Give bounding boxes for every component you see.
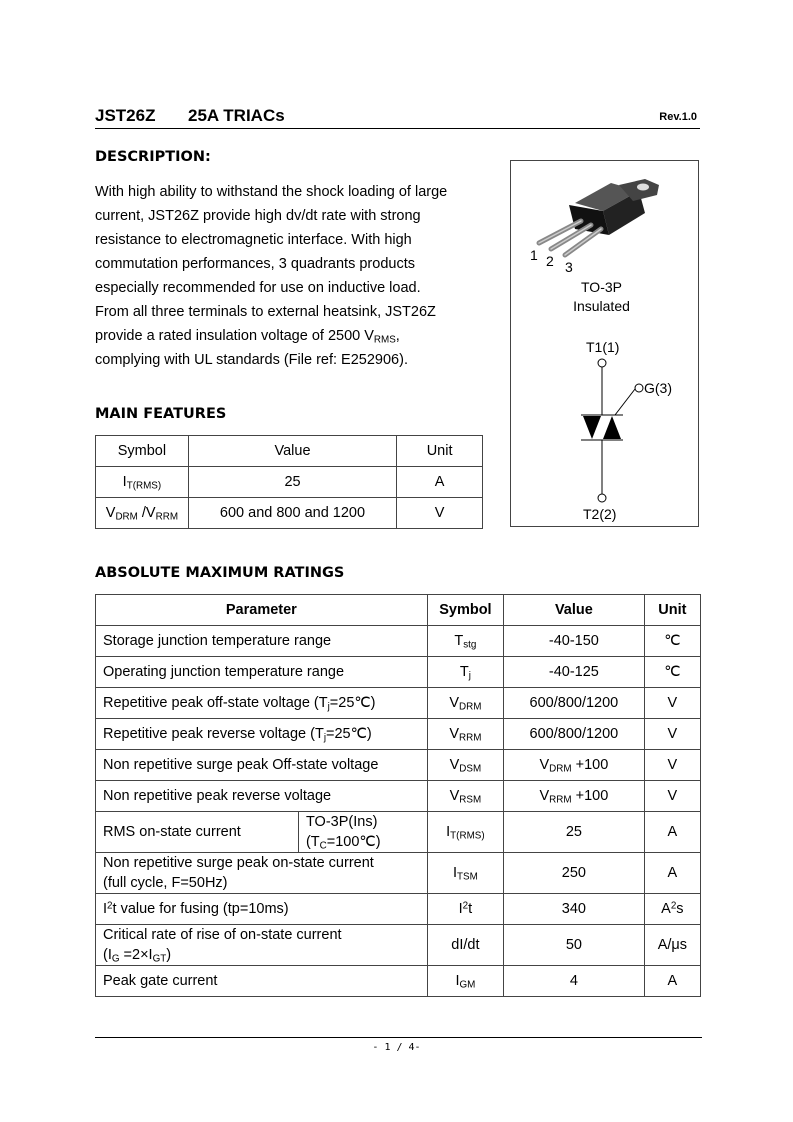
table-header-row (96, 595, 701, 626)
symbol-cell (427, 626, 503, 657)
sym-text: I (452, 865, 458, 881)
page-number: - 1 / 4- (372, 1042, 421, 1053)
param-text: Critical rate of rise of on-state current (103, 927, 342, 943)
desc-line: current, JST26Z provide high dv/dt rate with strong (95, 208, 421, 224)
parameter-cell: Non repetitive surge peak Off-state voltage (96, 750, 428, 781)
param-sub: j (323, 732, 327, 744)
value-cell (504, 781, 645, 812)
unit-cell: V (644, 781, 700, 812)
cond-sub: C (319, 840, 327, 852)
sym-sub: T(RMS) (126, 480, 162, 492)
table-row (96, 853, 701, 894)
header-cell: Unit (644, 595, 700, 626)
package-name: TO-3P (581, 279, 622, 295)
sym-text: V (449, 726, 460, 742)
parameter-cell: Storage junction temperature range (96, 626, 428, 657)
symbol-cell (96, 467, 189, 498)
table-row (96, 657, 701, 688)
param-text (103, 945, 427, 965)
param-text: Non repetitive surge peak on-state current (103, 855, 374, 871)
param-text: =25℃) (329, 695, 376, 711)
param-text: (I (103, 947, 112, 963)
param-text: ) (166, 947, 172, 963)
unit-cell: V (644, 719, 700, 750)
unit-cell: V (397, 498, 483, 529)
sym-text: V (449, 788, 460, 804)
table-row (96, 688, 701, 719)
unit-cell (644, 894, 700, 925)
symbol-cell (427, 750, 503, 781)
desc-line: complying with UL standards (File ref: E252906). (95, 352, 408, 368)
sym-text: V (449, 695, 460, 711)
sym-text: t (468, 901, 473, 917)
parameter-cell: RMS on-state current (96, 812, 299, 853)
header-cell: Value (504, 595, 645, 626)
sym-sub: RSM (459, 794, 482, 806)
sym-text: I (446, 824, 451, 840)
sym-text: V (105, 505, 116, 521)
symbol-cell (427, 688, 503, 719)
package-body (569, 179, 659, 235)
unit-cell: A (644, 812, 700, 853)
param-text: (full cycle, F=50Hz) (103, 875, 228, 891)
cond-text: =100℃) (326, 834, 381, 850)
value-cell: -40-125 (504, 657, 645, 688)
table-row (96, 719, 701, 750)
parameter-cell (96, 688, 428, 719)
desc-line (95, 324, 505, 348)
symbol-cell (427, 781, 503, 812)
triac-reverse-triangle (603, 416, 621, 439)
sym-text: I (122, 474, 127, 490)
desc-line: commutation performances, 3 quadrants products (95, 256, 415, 272)
unit-cell: V (644, 688, 700, 719)
parameter-cell (96, 719, 428, 750)
gate-terminal-label: G(3) (644, 380, 672, 396)
unit-cell: A (644, 966, 700, 997)
unit-sup: 2 (670, 900, 677, 912)
unit-cell: A/μs (644, 925, 700, 966)
value-cell: 340 (504, 894, 645, 925)
value-cell: 600/800/1200 (504, 688, 645, 719)
sym-sub: DRM (115, 511, 138, 523)
value-cell: 25 (504, 812, 645, 853)
value-cell: 250 (504, 853, 645, 894)
param-sub: G (111, 953, 120, 965)
footer-divider (95, 1037, 702, 1038)
package-diagram (510, 160, 699, 527)
unit-cell: ℃ (644, 626, 700, 657)
unit-text: A (661, 901, 671, 917)
t1-terminal-label: T1(1) (586, 339, 620, 355)
symbol-cell (427, 894, 503, 925)
part-number: JST26Z (95, 106, 156, 125)
description-text (95, 180, 505, 372)
sym-sub: DRM (459, 701, 482, 713)
sym-text: /V (137, 505, 156, 521)
unit-cell: V (644, 750, 700, 781)
symbol-cell (427, 966, 503, 997)
pin-label: 3 (565, 259, 573, 275)
value-text: +100 (571, 788, 609, 804)
header-cell: Symbol (427, 595, 503, 626)
symbol-cell (427, 657, 503, 688)
table-row (96, 781, 701, 812)
param-text: Repetitive peak reverse voltage (T (103, 726, 324, 742)
unit-cell: ℃ (644, 657, 700, 688)
param-sub: GT (152, 953, 167, 965)
unit-cell: A (397, 467, 483, 498)
symbol-cell (96, 498, 189, 529)
value-cell: -40-150 (504, 626, 645, 657)
condition-text (306, 832, 427, 852)
header-cell: Parameter (96, 595, 428, 626)
t2-terminal-label: T2(2) (583, 506, 617, 522)
doc-title: 25A TRIACs (188, 106, 285, 125)
sym-text: I (455, 973, 460, 989)
condition-text: TO-3P(Ins) (305, 814, 378, 830)
param-text: =25℃) (326, 726, 372, 742)
symbol-cell: dI/dt (427, 925, 503, 966)
value-cell: 50 (504, 925, 645, 966)
value-sub: RRM (549, 794, 572, 806)
value-cell (504, 750, 645, 781)
desc-sub: RMS (373, 334, 396, 346)
table-row (96, 626, 701, 657)
ratings-table (95, 594, 701, 997)
revision: Rev.1.0 (659, 111, 697, 123)
condition-cell (298, 812, 427, 853)
unit-cell: A (644, 853, 700, 894)
parameter-cell: Peak gate current (96, 966, 428, 997)
parameter-cell: Non repetitive peak reverse voltage (96, 781, 428, 812)
table-row (96, 498, 483, 529)
desc-line: With high ability to withstand the shock loading of large (95, 184, 448, 200)
main-features-heading: MAIN FEATURES (95, 406, 227, 422)
sym-sub: GM (459, 979, 476, 991)
parameter-cell (96, 925, 428, 966)
symbol-cell (427, 853, 503, 894)
param-text: =2×I (119, 947, 153, 963)
sym-sub: DSM (459, 763, 482, 775)
value-cell: 600 and 800 and 1200 (188, 498, 396, 529)
sym-sub: RRM (155, 511, 179, 523)
sym-text: I (458, 901, 463, 917)
sym-sub: RRM (459, 732, 482, 744)
table-row (96, 812, 701, 853)
value-sub: DRM (549, 763, 572, 775)
value-text: V (539, 757, 550, 773)
sym-text: T (459, 664, 469, 680)
unit-text: s (676, 901, 684, 917)
page-header (95, 106, 700, 129)
param-text: t value for fusing (tp=10ms) (112, 901, 289, 917)
sym-sub: j (468, 670, 471, 682)
pin-label: 1 (530, 247, 538, 263)
sym-sub: T(RMS) (450, 830, 485, 842)
symbol-cell (427, 719, 503, 750)
param-text: I (103, 901, 108, 917)
symbol-cell (427, 812, 503, 853)
parameter-cell (96, 853, 428, 894)
table-row (96, 894, 701, 925)
param-text: Repetitive peak off-state voltage (T (103, 695, 328, 711)
desc-text: provide a rated insulation voltage of 2500 V (95, 328, 374, 344)
main-features-table (95, 435, 483, 529)
desc-line: resistance to electromagnetic interface. With high (95, 232, 412, 248)
header-cell: Symbol (96, 436, 189, 467)
value-text: +100 (571, 757, 609, 773)
header-cell: Value (188, 436, 396, 467)
table-row (96, 467, 483, 498)
value-cell: 600/800/1200 (504, 719, 645, 750)
package-type: Insulated (573, 298, 630, 314)
desc-line: From all three terminals to external heatsink, JST26Z (95, 304, 436, 320)
desc-text: , (395, 328, 400, 344)
sym-text: T (454, 633, 464, 649)
sym-sub: TSM (457, 871, 478, 883)
cond-text: (T (305, 834, 320, 850)
table-row (96, 966, 701, 997)
description-heading: DESCRIPTION: (95, 149, 211, 165)
table-header-row (96, 436, 483, 467)
triac-forward-triangle (583, 416, 601, 439)
value-cell: 4 (504, 966, 645, 997)
param-sup: 2 (107, 900, 113, 912)
parameter-cell: Operating junction temperature range (96, 657, 428, 688)
sym-sub: stg (463, 639, 477, 651)
parameter-cell (96, 894, 428, 925)
value-text: V (539, 788, 550, 804)
header-cell: Unit (397, 436, 483, 467)
ratings-heading: ABSOLUTE MAXIMUM RATINGS (95, 565, 345, 581)
param-sub: j (327, 701, 330, 713)
desc-line: especially recommended for use on inductive load. (95, 280, 421, 296)
table-row (96, 750, 701, 781)
package-leads (539, 221, 601, 255)
value-cell: 25 (188, 467, 396, 498)
pin-label: 2 (546, 253, 554, 269)
table-row (96, 925, 701, 966)
sym-sup: 2 (462, 900, 469, 912)
sym-text: V (449, 757, 460, 773)
